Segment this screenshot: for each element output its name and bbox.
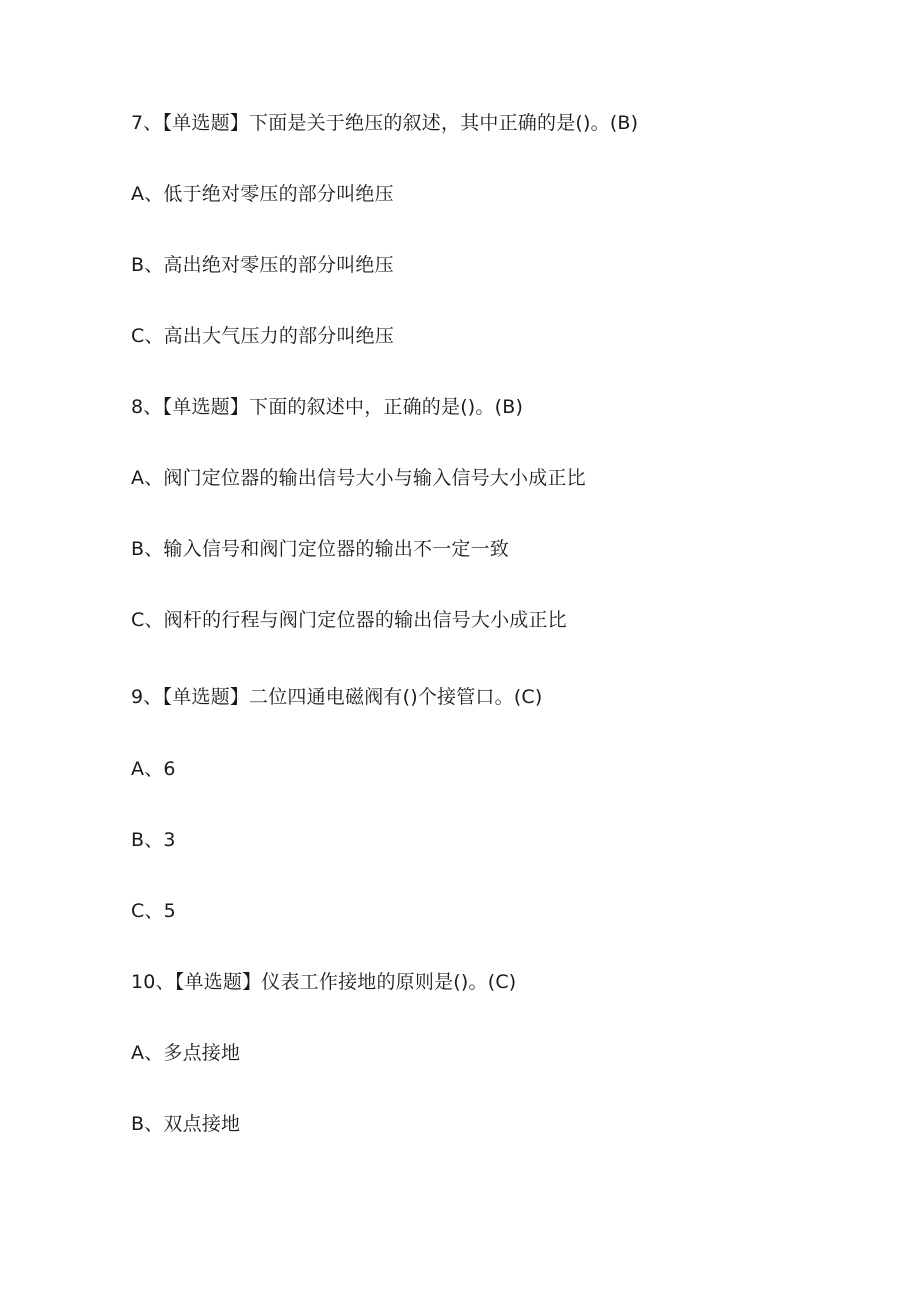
question-9-stem: 9、【单选题】二位四通电磁阀有()个接管口。(C) bbox=[131, 686, 543, 708]
question-9-option-a: A、6 bbox=[131, 758, 176, 780]
question-9-option-b: B、3 bbox=[131, 829, 176, 851]
question-8-stem: 8、【单选题】下面的叙述中，正确的是()。(B) bbox=[131, 396, 524, 418]
question-8-option-c: C、阀杆的行程与阀门定位器的输出信号大小成正比 bbox=[131, 609, 567, 631]
question-7-option-b: B、高出绝对零压的部分叫绝压 bbox=[131, 254, 394, 276]
question-10-stem: 10、【单选题】仪表工作接地的原则是()。(C) bbox=[131, 971, 517, 993]
question-8-option-a: A、阀门定位器的输出信号大小与输入信号大小成正比 bbox=[131, 467, 586, 489]
question-10-option-a: A、多点接地 bbox=[131, 1042, 241, 1064]
question-9-option-c: C、5 bbox=[131, 900, 176, 922]
question-7-option-a: A、低于绝对零压的部分叫绝压 bbox=[131, 183, 394, 205]
question-7-option-c: C、高出大气压力的部分叫绝压 bbox=[131, 325, 395, 347]
question-7-stem: 7、【单选题】下面是关于绝压的叙述，其中正确的是()。(B) bbox=[131, 112, 639, 134]
question-10-option-b: B、双点接地 bbox=[131, 1113, 241, 1135]
question-8-option-b: B、输入信号和阀门定位器的输出不一定一致 bbox=[131, 538, 510, 560]
